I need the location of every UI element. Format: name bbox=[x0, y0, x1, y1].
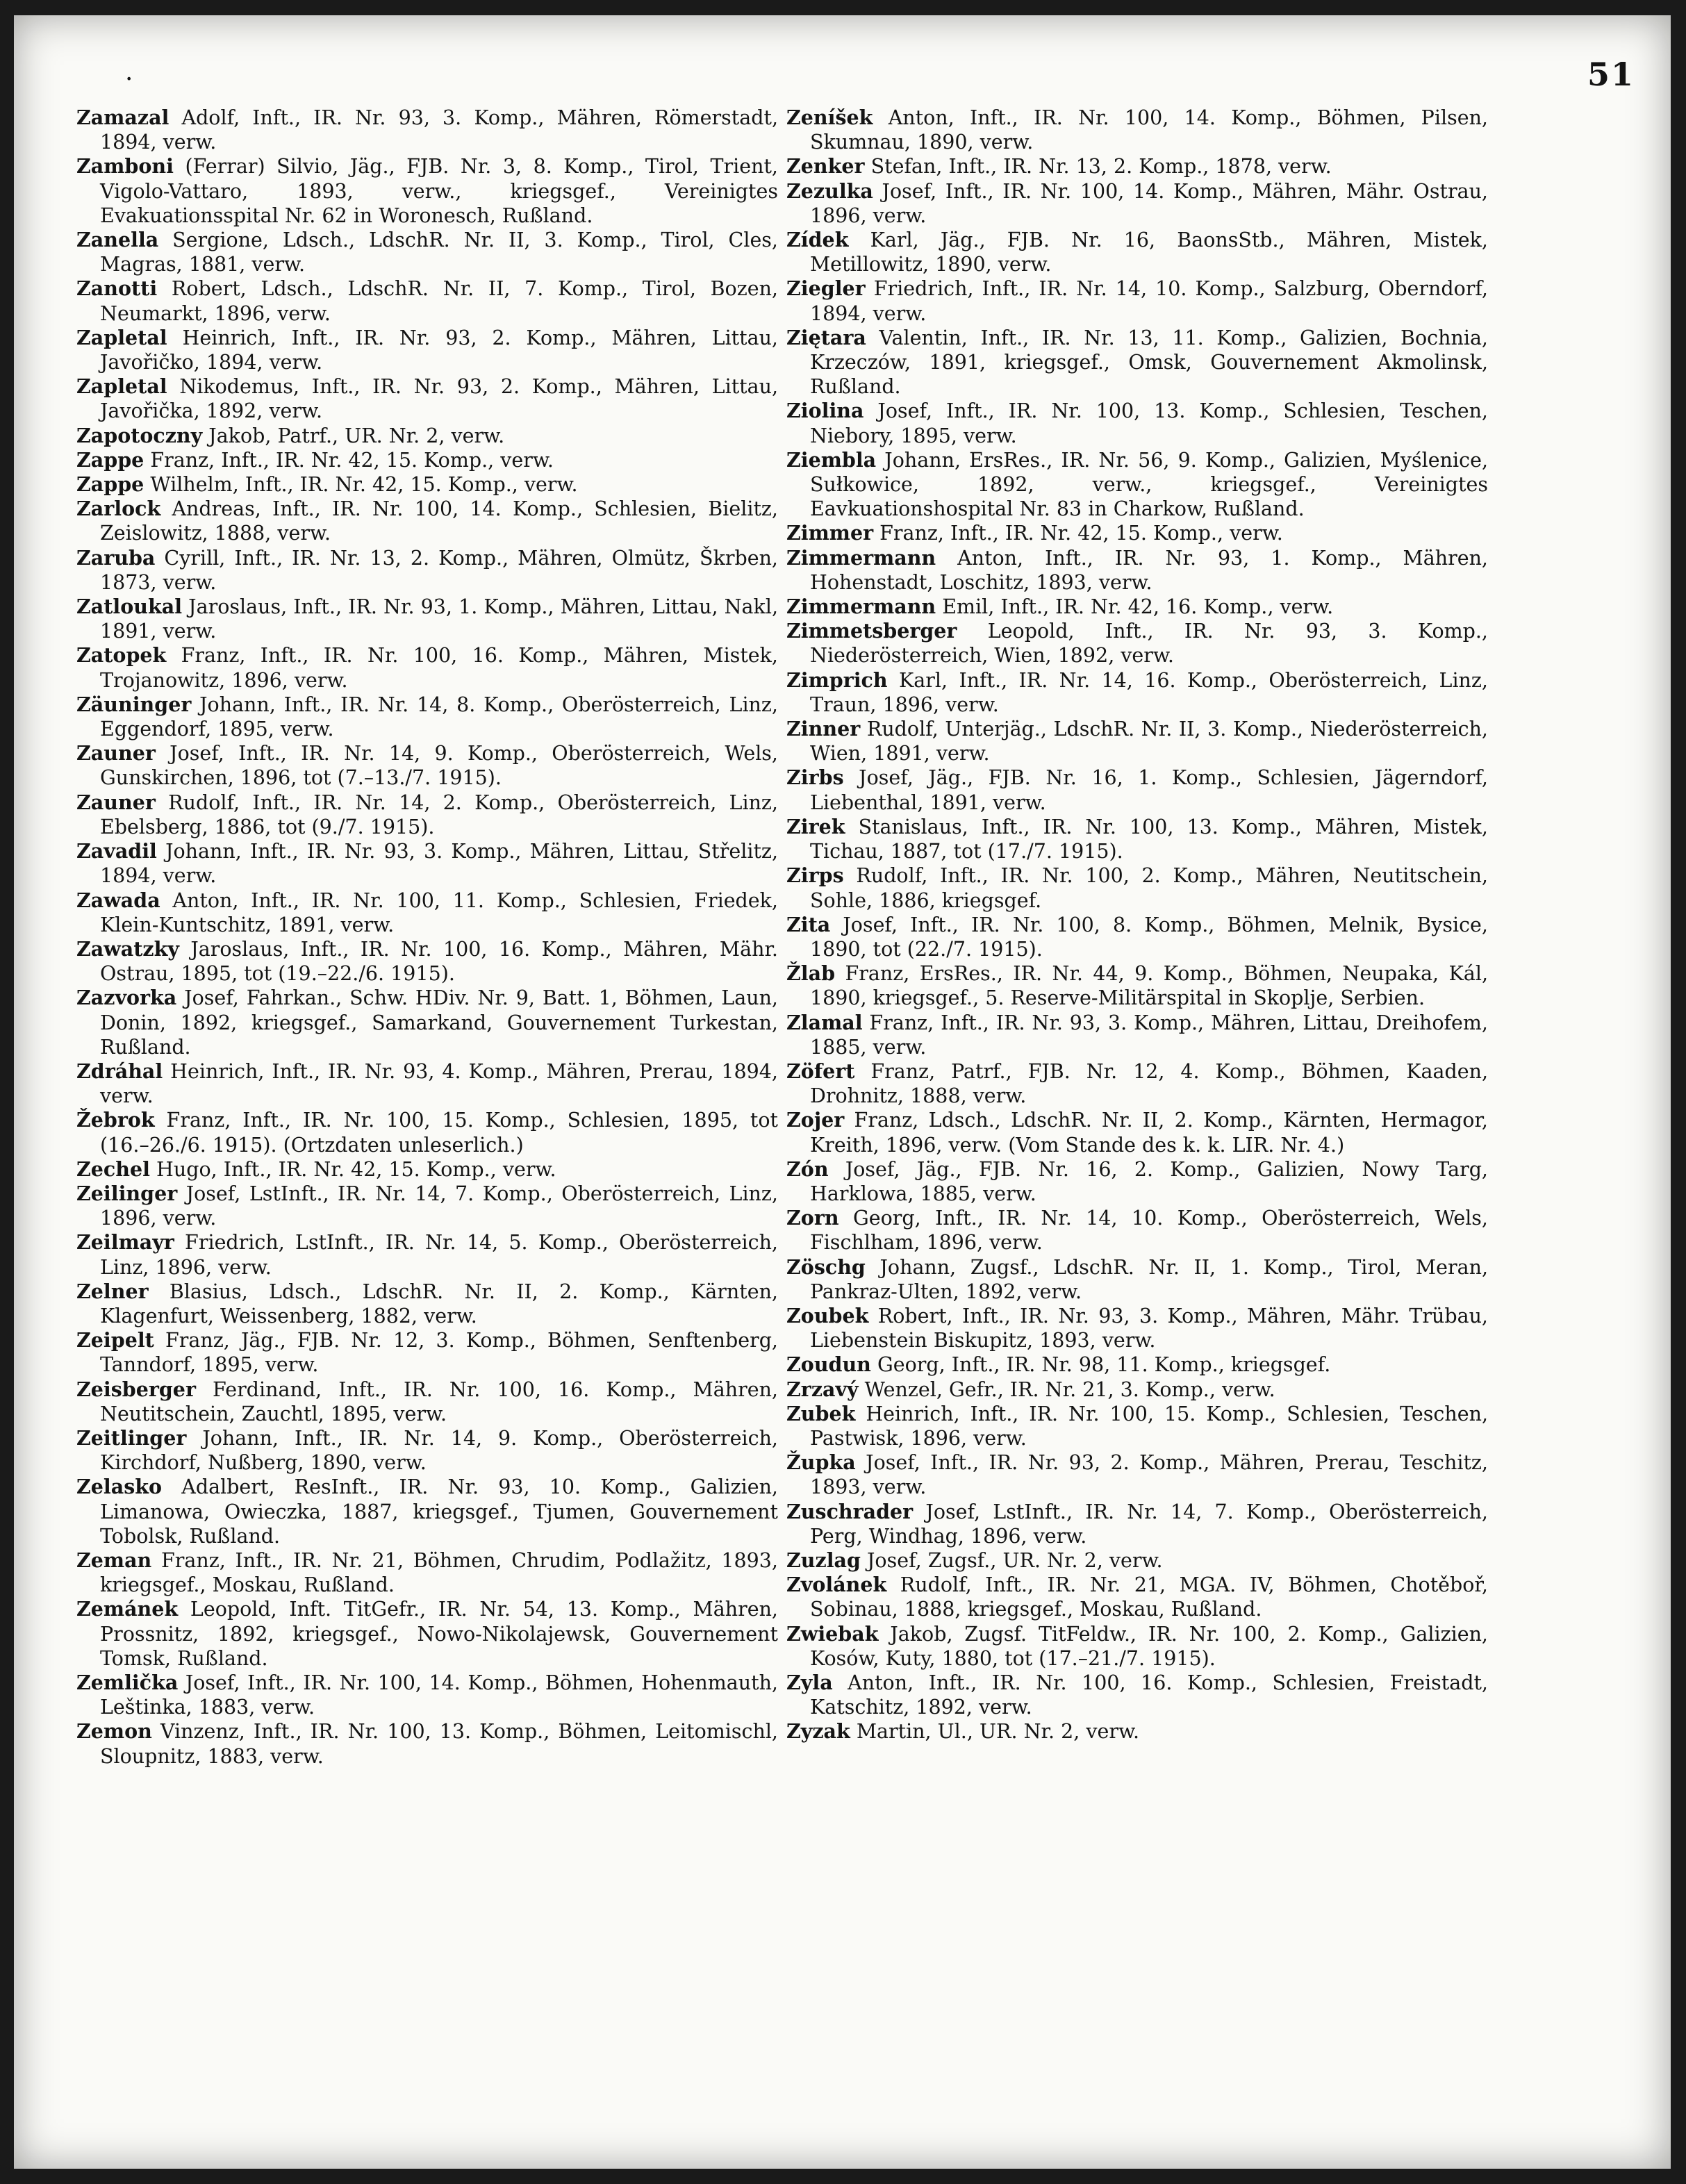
entry-details: Josef, LstInft., IR. Nr. 14, 7. Komp., Oberösterreich, Linz, 1896, verw. bbox=[100, 1182, 778, 1230]
entry-surname: Ziembla bbox=[786, 447, 877, 472]
entry-surname: Zapletal bbox=[76, 374, 167, 399]
entry-details: Leopold, Inft., IR. Nr. 93, 3. Komp., Niederösterreich, Wien, 1892, verw. bbox=[810, 620, 1488, 668]
entry-details: Valentin, Inft., IR. Nr. 13, 11. Komp., Galizien, Bochnia, Krzeczów, 1891, kriegsgef., Omsk, Gouvernement Akmolinsk, Rußland. bbox=[810, 326, 1488, 399]
entry-details: Cyrill, Inft., IR. Nr. 13, 2. Komp., Mähren, Olmütz, Škrben, 1873, verw. bbox=[100, 546, 778, 594]
list-item bbox=[786, 1011, 1488, 1059]
entry-details: Georg, Inft., IR. Nr. 98, 11. Komp., kriegsgef. bbox=[870, 1353, 1331, 1377]
entry-details: Heinrich, Inft., IR. Nr. 93, 2. Komp., Mähren, Littau, Javořičko, 1894, verw. bbox=[100, 326, 778, 374]
list-item bbox=[76, 424, 778, 448]
entry-surname: Zanella bbox=[76, 228, 159, 252]
entry-details: Emil, Inft., IR. Nr. 42, 16. Komp., verw. bbox=[936, 595, 1334, 619]
entry-details: Martin, Ul., UR. Nr. 2, verw. bbox=[850, 1720, 1140, 1744]
list-item bbox=[76, 1719, 778, 1768]
list-item bbox=[786, 815, 1488, 863]
entry-surname: Zamazal bbox=[76, 106, 170, 129]
entry-details: Andreas, Inft., IR. Nr. 100, 14. Komp., Schlesien, Bielitz, Zeislowitz, 1888, verw. bbox=[100, 497, 778, 545]
entry-surname: Zelasko bbox=[76, 1475, 163, 1499]
entry-details: Friedrich, LstInft., IR. Nr. 14, 5. Komp., Oberösterreich, Linz, 1896, verw. bbox=[100, 1231, 778, 1279]
list-item bbox=[76, 472, 778, 497]
entry-surname: Zuschrader bbox=[786, 1499, 914, 1523]
list-item bbox=[76, 1108, 778, 1157]
list-item bbox=[786, 546, 1488, 595]
list-item bbox=[76, 106, 778, 154]
list-item bbox=[786, 668, 1488, 717]
list-item bbox=[76, 1059, 778, 1108]
list-item bbox=[786, 961, 1488, 1010]
entry-surname: Zeníšek bbox=[786, 106, 873, 129]
list-item bbox=[786, 521, 1488, 545]
entry-surname: Zöfert bbox=[786, 1059, 855, 1083]
list-item bbox=[76, 228, 778, 276]
entry-details: Jaroslaus, Inft., IR. Nr. 93, 1. Komp., Mähren, Littau, Nakl, 1891, verw. bbox=[100, 595, 778, 643]
entry-surname: Zatloukal bbox=[76, 595, 183, 619]
entry-surname: Zlamal bbox=[786, 1010, 863, 1034]
list-item bbox=[76, 497, 778, 545]
document-page bbox=[14, 15, 1671, 2169]
list-item bbox=[786, 154, 1488, 179]
list-item bbox=[76, 937, 778, 986]
list-item bbox=[786, 106, 1488, 154]
entry-details: Josef, Fahrkan., Schw. HDiv. Nr. 9, Batt. 1, Böhmen, Laun, Donin, 1892, kriegsgef., Samarkand, Gouvernement Turkestan, Rußland. bbox=[100, 986, 778, 1059]
entry-surname: Zdráhal bbox=[76, 1059, 163, 1083]
entry-surname: Zoudun bbox=[786, 1352, 871, 1377]
entry-surname: Zawada bbox=[76, 888, 160, 912]
entry-surname: Zubek bbox=[786, 1401, 856, 1425]
entry-details: Heinrich, Inft., IR. Nr. 100, 15. Komp., Schlesien, Teschen, Pastwisk, 1896, verw. bbox=[810, 1402, 1488, 1450]
entry-details: Stanislaus, Inft., IR. Nr. 100, 13. Komp., Mähren, Mistek, Tichau, 1887, tot (17./7. 1915). bbox=[810, 815, 1488, 863]
entry-details: Franz, Inft., IR. Nr. 93, 3. Komp., Mähren, Littau, Dreihofem, 1885, verw. bbox=[810, 1011, 1488, 1059]
list-item bbox=[786, 276, 1488, 325]
entry-surname: Zeisberger bbox=[76, 1377, 196, 1401]
list-item bbox=[76, 986, 778, 1059]
list-item bbox=[786, 1450, 1488, 1499]
entry-surname: Ziegler bbox=[786, 276, 866, 301]
entry-surname: Zeilmayr bbox=[76, 1230, 174, 1255]
list-item bbox=[786, 1157, 1488, 1206]
entry-surname: Ziolina bbox=[786, 399, 864, 423]
list-item bbox=[786, 1548, 1488, 1573]
entry-details: Johann, ErsRes., IR. Nr. 56, 9. Komp., Galizien, Myślenice, Sułkowice, 1892, verw., kriegsgef., Vereinigtes Eavkuationshospital Nr. 83 in Charkow, Rußland. bbox=[810, 448, 1488, 521]
entry-details: Josef, Jäg., FJB. Nr. 16, 1. Komp., Schlesien, Jägerndorf, Liebenthal, 1891, verw. bbox=[810, 766, 1488, 814]
entry-surname: Zapotoczny bbox=[76, 423, 203, 447]
entry-surname: Zanotti bbox=[76, 276, 158, 301]
list-item bbox=[76, 1548, 778, 1597]
entry-details: Karl, Jäg., FJB. Nr. 16, BaonsStb., Mähren, Mistek, Metillowitz, 1890, verw. bbox=[810, 229, 1488, 276]
list-item bbox=[786, 228, 1488, 276]
entry-details: Anton, Inft., IR. Nr. 93, 1. Komp., Mähren, Hohenstadt, Loschitz, 1893, verw. bbox=[810, 546, 1488, 594]
entry-surname: Zavadil bbox=[76, 839, 157, 863]
entry-details: Ferdinand, Inft., IR. Nr. 100, 16. Komp., Mähren, Neutitschein, Zauchtl, 1895, verw. bbox=[100, 1378, 778, 1425]
page-number: 51 bbox=[1587, 56, 1635, 93]
entry-details: Adalbert, ResInft., IR. Nr. 93, 10. Komp., Galizien, Limanowa, Owieczka, 1887, kriegsgef., Tjumen, Gouvernement Tobolsk, Rußland. bbox=[100, 1475, 778, 1548]
entry-details: Franz, Inft., IR. Nr. 100, 16. Komp., Mähren, Mistek, Trojanowitz, 1896, verw. bbox=[100, 644, 778, 692]
entry-details: Wenzel, Gefr., IR. Nr. 21, 3. Komp., verw. bbox=[858, 1378, 1275, 1401]
list-item bbox=[786, 1402, 1488, 1450]
entry-details: Georg, Inft., IR. Nr. 14, 10. Komp., Oberösterreich, Wels, Fischlham, 1896, verw. bbox=[810, 1207, 1488, 1255]
list-item bbox=[786, 1719, 1488, 1744]
list-item bbox=[76, 1230, 778, 1279]
list-item bbox=[76, 1328, 778, 1377]
entry-surname: Zapletal bbox=[76, 325, 167, 349]
entry-surname: Zauner bbox=[76, 741, 156, 766]
list-item bbox=[786, 179, 1488, 228]
entry-details: Friedrich, Inft., IR. Nr. 14, 10. Komp., Salzburg, Oberndorf, 1894, verw. bbox=[810, 277, 1488, 325]
entry-surname: Zappe bbox=[76, 472, 144, 497]
entry-surname: Zeitlinger bbox=[76, 1425, 187, 1450]
list-item bbox=[786, 399, 1488, 447]
list-item bbox=[76, 888, 778, 937]
entry-details: Anton, Inft., IR. Nr. 100, 11. Komp., Schlesien, Friedek, Klein-Kuntschitz, 1891, verw. bbox=[100, 888, 778, 936]
entry-surname: Zappe bbox=[76, 447, 144, 472]
entry-surname: Zvolánek bbox=[786, 1573, 887, 1597]
entry-details: Blasius, Ldsch., LdschR. Nr. II, 2. Komp., Kärnten, Klagenfurt, Weissenberg, 1882, verw. bbox=[100, 1280, 778, 1327]
list-item bbox=[76, 1475, 778, 1548]
entry-details: Robert, Inft., IR. Nr. 93, 3. Komp., Mähren, Mähr. Trübau, Liebenstein Biskupitz, 1893, verw. bbox=[810, 1304, 1488, 1352]
list-item bbox=[786, 619, 1488, 668]
list-item bbox=[76, 276, 778, 325]
entry-details: Rudolf, Unterjäg., LdschR. Nr. II, 3. Komp., Niederösterreich, Wien, 1891, verw. bbox=[810, 718, 1488, 766]
entry-details: Rudolf, Inft., IR. Nr. 14, 2. Komp., Oberösterreich, Linz, Ebelsberg, 1886, tot (9./7. 1915). bbox=[100, 791, 778, 838]
entry-surname: Zöschg bbox=[786, 1255, 866, 1279]
entry-details: Franz, Jäg., FJB. Nr. 12, 3. Komp., Böhmen, Senftenberg, Tanndorf, 1895, verw. bbox=[100, 1329, 778, 1377]
list-item bbox=[76, 448, 778, 472]
entry-surname: Zirbs bbox=[786, 766, 844, 790]
list-item bbox=[76, 791, 778, 839]
list-item bbox=[76, 1426, 778, 1475]
entry-details: Franz, Inft., IR. Nr. 100, 15. Komp., Schlesien, 1895, tot (16.–26./6. 1915). (Ortzdaten unleserlich.) bbox=[100, 1109, 778, 1157]
entry-surname: Zezulka bbox=[786, 179, 873, 203]
list-item bbox=[76, 1597, 778, 1671]
list-item bbox=[786, 1573, 1488, 1621]
entry-details: Josef, LstInft., IR. Nr. 14, 7. Komp., Oberösterreich, Perg, Windhag, 1896, verw. bbox=[810, 1500, 1488, 1548]
entry-surname: Zoubek bbox=[786, 1303, 869, 1327]
entry-details: Josef, Inft., IR. Nr. 100, 14. Komp., Mähren, Mähr. Ostrau, 1896, verw. bbox=[810, 179, 1488, 227]
entry-details: Karl, Inft., IR. Nr. 14, 16. Komp., Oberösterreich, Linz, Traun, 1896, verw. bbox=[810, 668, 1488, 716]
list-item bbox=[76, 326, 778, 374]
list-item bbox=[786, 1352, 1488, 1377]
entry-surname: Zwiebak bbox=[786, 1621, 879, 1646]
list-item bbox=[786, 863, 1488, 912]
entry-details: Josef, Inft., IR. Nr. 93, 2. Komp., Mähren, Prerau, Teschitz, 1893, verw. bbox=[810, 1451, 1488, 1499]
entry-surname: Zemánek bbox=[76, 1597, 179, 1621]
list-item bbox=[76, 839, 778, 888]
entry-surname: Zojer bbox=[786, 1108, 845, 1132]
entry-surname: Zazvorka bbox=[76, 986, 177, 1010]
list-item bbox=[786, 1304, 1488, 1352]
list-item bbox=[786, 1255, 1488, 1304]
entry-surname: Zimmer bbox=[786, 521, 874, 545]
list-item bbox=[76, 1157, 778, 1182]
right-column bbox=[786, 106, 1488, 1744]
entry-details: Wilhelm, Inft., IR. Nr. 42, 15. Komp., verw. bbox=[144, 473, 578, 497]
entry-details: Josef, Jäg., FJB. Nr. 16, 2. Komp., Galizien, Nowy Targ, Harklowa, 1885, verw. bbox=[810, 1157, 1488, 1205]
list-item bbox=[76, 595, 778, 643]
list-item bbox=[786, 326, 1488, 399]
entry-surname: Zeipelt bbox=[76, 1328, 154, 1352]
entry-surname: Zinner bbox=[786, 717, 861, 741]
entry-details: Johann, Inft., IR. Nr. 14, 9. Komp., Oberösterreich, Kirchdorf, Nußberg, 1890, verw. bbox=[100, 1426, 778, 1475]
entry-details: Robert, Ldsch., LdschR. Nr. II, 7. Komp., Tirol, Bozen, Neumarkt, 1896, verw. bbox=[100, 277, 778, 325]
entry-details: Franz, Inft., IR. Nr. 42, 15. Komp., verw. bbox=[144, 448, 554, 472]
entry-surname: Zaruba bbox=[76, 545, 156, 570]
entry-surname: Zrzavý bbox=[786, 1377, 859, 1401]
entry-surname: Zauner bbox=[76, 790, 156, 814]
entry-details: Josef, Zugsf., UR. Nr. 2, verw. bbox=[860, 1548, 1163, 1572]
entry-details: Johann, Inft., IR. Nr. 14, 8. Komp., Oberösterreich, Linz, Eggendorf, 1895, verw. bbox=[100, 693, 778, 741]
list-item bbox=[786, 595, 1488, 619]
entry-details: Heinrich, Inft., IR. Nr. 93, 4. Komp., Mähren, Prerau, 1894, verw. bbox=[100, 1059, 778, 1108]
entry-surname: Zemon bbox=[76, 1719, 152, 1744]
entry-surname: Zyzak bbox=[786, 1719, 850, 1744]
entry-surname: Zuzlag bbox=[786, 1548, 861, 1572]
entry-surname: Zamboni bbox=[76, 154, 174, 179]
entry-details: Josef, Inft., IR. Nr. 14, 9. Komp., Oberösterreich, Wels, Gunskirchen, 1896, tot (7.–13./7. 1915). bbox=[100, 742, 778, 790]
list-item bbox=[76, 1280, 778, 1328]
entry-details: Johann, Inft., IR. Nr. 93, 3. Komp., Mähren, Littau, Střelitz, 1894, verw. bbox=[100, 840, 778, 888]
entry-surname: Zeman bbox=[76, 1548, 152, 1572]
entry-details: Franz, Inft., IR. Nr. 42, 15. Komp., verw. bbox=[873, 522, 1283, 545]
list-item bbox=[76, 154, 778, 228]
entry-surname: Zawatzky bbox=[76, 936, 179, 961]
entry-surname: Zón bbox=[786, 1157, 829, 1181]
speck-mark: · bbox=[125, 65, 133, 94]
entry-details: Johann, Zugsf., LdschR. Nr. II, 1. Komp., Tirol, Meran, Pankraz-Ulten, 1892, verw. bbox=[810, 1255, 1488, 1303]
entry-details: Jakob, Patrf., UR. Nr. 2, verw. bbox=[202, 424, 505, 447]
list-item bbox=[76, 693, 778, 741]
entry-details: Hugo, Inft., IR. Nr. 42, 15. Komp., verw. bbox=[149, 1157, 556, 1181]
entry-surname: Žlab bbox=[786, 961, 836, 986]
entry-surname: Zídek bbox=[786, 228, 849, 252]
entry-details: (Ferrar) Silvio, Jäg., FJB. Nr. 3, 8. Komp., Tirol, Trient, Vigolo-Vattaro, 1893, verw., kriegsgef., Vereinigtes Evakuationsspital Nr. 62 in Woronesch, Rußland. bbox=[100, 155, 778, 227]
list-item bbox=[786, 766, 1488, 814]
entry-details: Rudolf, Inft., IR. Nr. 21, MGA. IV, Böhmen, Chotěboř, Sobinau, 1888, kriegsgef., Moskau, Rußland. bbox=[810, 1573, 1488, 1621]
list-item bbox=[786, 1500, 1488, 1548]
list-item bbox=[786, 1059, 1488, 1108]
entry-details: Stefan, Inft., IR. Nr. 13, 2. Komp., 1878, verw. bbox=[864, 155, 1332, 179]
list-item bbox=[786, 913, 1488, 961]
entry-details: Nikodemus, Inft., IR. Nr. 93, 2. Komp., Mähren, Littau, Javořička, 1892, verw. bbox=[100, 375, 778, 423]
list-item bbox=[786, 448, 1488, 522]
list-item bbox=[786, 1378, 1488, 1402]
entry-details: Franz, Inft., IR. Nr. 21, Böhmen, Chrudim, Podlažitz, 1893, kriegsgef., Moskau, Rußland. bbox=[100, 1548, 778, 1597]
entry-surname: Zelner bbox=[76, 1279, 149, 1303]
entry-details: Anton, Inft., IR. Nr. 100, 16. Komp., Schlesien, Freistadt, Katschitz, 1892, verw. bbox=[810, 1671, 1488, 1719]
entry-details: Franz, Patrf., FJB. Nr. 12, 4. Komp., Böhmen, Kaaden, Drohnitz, 1888, verw. bbox=[810, 1059, 1488, 1108]
entry-details: Sergione, Ldsch., LdschR. Nr. II, 3. Komp., Tirol, Cles, Magras, 1881, verw. bbox=[100, 229, 778, 276]
list-item bbox=[76, 1182, 778, 1230]
list-item bbox=[76, 643, 778, 692]
entry-surname: Zäuninger bbox=[76, 692, 192, 716]
entry-surname: Zita bbox=[786, 912, 831, 936]
entry-surname: Zimmetsberger bbox=[786, 619, 957, 643]
list-item bbox=[786, 1622, 1488, 1671]
entry-surname: Župka bbox=[786, 1450, 856, 1475]
entry-details: Jakob, Zugsf. TitFeldw., IR. Nr. 100, 2. Komp., Galizien, Kosów, Kuty, 1880, tot (17.–21./7. 1915). bbox=[810, 1622, 1488, 1670]
list-item bbox=[786, 717, 1488, 766]
left-column bbox=[76, 106, 778, 1769]
list-item bbox=[76, 374, 778, 423]
list-item bbox=[76, 741, 778, 790]
entry-details: Vinzenz, Inft., IR. Nr. 100, 13. Komp., Böhmen, Leitomischl, Sloupnitz, 1883, verw. bbox=[100, 1720, 778, 1768]
entry-surname: Zechel bbox=[76, 1157, 150, 1181]
entry-details: Adolf, Inft., IR. Nr. 93, 3. Komp., Mähren, Römerstadt, 1894, verw. bbox=[100, 106, 778, 154]
entry-details: Josef, Inft., IR. Nr. 100, 13. Komp., Schlesien, Teschen, Niebory, 1895, verw. bbox=[810, 399, 1488, 447]
entry-surname: Zimmermann bbox=[786, 545, 936, 570]
entry-surname: Zimmermann bbox=[786, 595, 936, 619]
entry-details: Jaroslaus, Inft., IR. Nr. 100, 16. Komp., Mähren, Mähr. Ostrau, 1895, tot (19.–22./6. 1915). bbox=[100, 937, 778, 986]
entry-details: Leopold, Inft. TitGefr., IR. Nr. 54, 13. Komp., Mähren, Prossnitz, 1892, kriegsgef., Nowo-Nikolajewsk, Gouvernement Tomsk, Rußland. bbox=[100, 1598, 778, 1670]
entry-surname: Zimprich bbox=[786, 668, 888, 692]
list-item bbox=[76, 546, 778, 595]
list-item bbox=[786, 1108, 1488, 1157]
entry-surname: Zenker bbox=[786, 154, 865, 179]
entry-surname: Zirps bbox=[786, 863, 844, 888]
entry-details: Josef, Inft., IR. Nr. 100, 8. Komp., Böhmen, Melnik, Bysice, 1890, tot (22./7. 1915). bbox=[810, 913, 1488, 961]
entry-details: Franz, Ldsch., LdschR. Nr. II, 2. Komp., Kärnten, Hermagor, Kreith, 1896, verw. (Vom Stande des k. k. LIR. Nr. 4.) bbox=[810, 1109, 1488, 1157]
list-item bbox=[786, 1671, 1488, 1719]
entry-details: Rudolf, Inft., IR. Nr. 100, 2. Komp., Mähren, Neutitschein, Sohle, 1886, kriegsgef. bbox=[810, 864, 1488, 912]
entry-surname: Zorn bbox=[786, 1206, 839, 1230]
entry-surname: Zatopek bbox=[76, 643, 167, 668]
entry-details: Josef, Inft., IR. Nr. 100, 14. Komp., Böhmen, Hohenmauth, Leštinka, 1883, verw. bbox=[100, 1671, 778, 1719]
entry-details: Anton, Inft., IR. Nr. 100, 14. Komp., Böhmen, Pilsen, Skumnau, 1890, verw. bbox=[810, 106, 1488, 154]
list-item bbox=[76, 1378, 778, 1426]
entry-surname: Zirek bbox=[786, 814, 845, 838]
entry-surname: Zyla bbox=[786, 1671, 833, 1694]
entry-details: Franz, ErsRes., IR. Nr. 44, 9. Komp., Böhmen, Neupaka, Kál, 1890, kriegsgef., 5. Reserve-Militärspital in Skoplje, Serbien. bbox=[810, 962, 1488, 1010]
list-item bbox=[786, 1206, 1488, 1255]
entry-surname: Zemlička bbox=[76, 1671, 179, 1694]
entry-surname: Žebrok bbox=[76, 1108, 155, 1132]
list-item bbox=[76, 1671, 778, 1719]
entry-surname: Zeilinger bbox=[76, 1181, 178, 1205]
entry-surname: Ziętara bbox=[786, 325, 866, 349]
entry-surname: Zarlock bbox=[76, 497, 161, 521]
